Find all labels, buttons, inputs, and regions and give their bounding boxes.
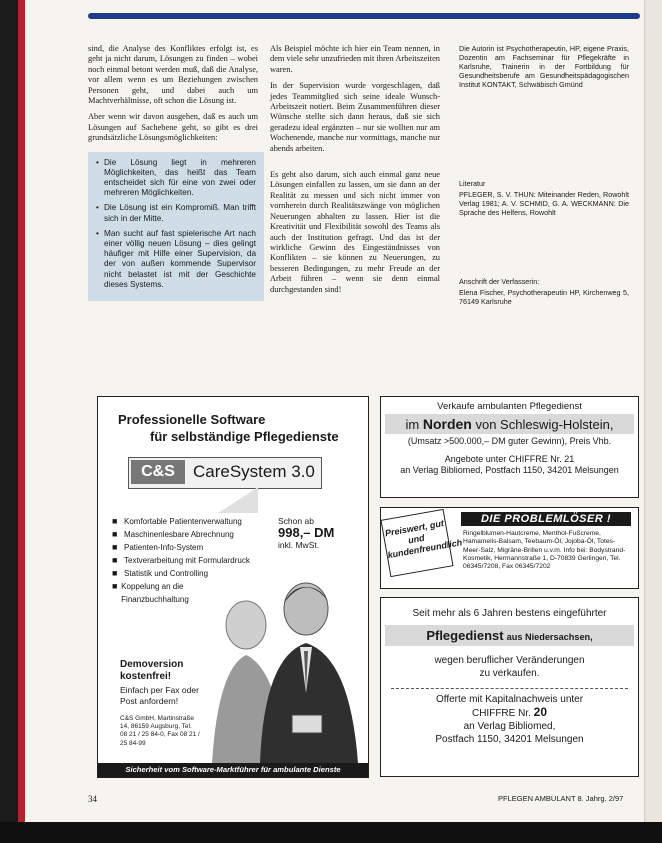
paragraph: Aber wenn wir davon ausgehen, daß es auch um Lösungen auf Sachebene geht, so gibt es drei grundsätzliche Lösungsmöglichkeiten: [88,112,258,143]
feature-item: ■ Textverarbeitung mit Formulardruck [112,555,250,565]
bullet-icon: ■ [112,529,118,539]
sale-ad-lower-saxony [380,597,639,777]
bullet-icon: ■ [112,555,118,565]
ad-line: Angebote unter CHIFFRE Nr. 21 an Verlag Bibliomed, Postfach 1150, 34201 Melsungen [400,454,619,475]
red-margin-bar [18,0,25,822]
ad-footer-strip: Sicherheit vom Software-Marktführer für ambulante Dienste [98,763,368,777]
ad-highlight-line: Pflegedienst aus Niedersachsen, [385,625,634,646]
feature-item: ■ Maschinenlesbare Abrechnung [112,529,234,539]
problemloeser-ad [380,507,639,589]
author-note: Die Autorin ist Psychotherapeutin, HP, eigene Praxis, Dozentin am Fachseminar für Pflegekräfte in Karlsruhe, Trainerin in der Fortbildung für Gesundheitsberufe am Gesundheitspädagogischen Institut KONTAKT, Schwäbisch Gmünd [459,44,629,89]
price-block [278,515,334,551]
feature-item: ■ Statistik und Controlling [112,568,209,578]
scan-border-bottom [0,822,662,843]
literature-list: PFLEGER, S. V. THUN: Miteinander Reden, Rowohlt Verlag 1981; A. V. SCHMID, G. A. WECKMANN: Die Sprache des Helfens, Rowohlt [459,190,629,217]
demo-offer-text: Einfach per Fax oder Post anfordern! [120,685,199,706]
text-column-1 [88,44,258,301]
caresystem-ad [97,396,369,778]
company-address: C&S GmbH, Martinstraße 14, 86159 Augsburg, Tel. 08 21 / 25 84-0, Fax 08 21 / 25 84-99 [120,715,200,747]
ad-body: Ringelblumen-Hautcreme, Menthol-Fußcreme, Hamamelis-Balsam, Teebaum-Öl, Jojoba-Öl, Totes-Meer-Salz, Migräne-Brillen u.v.m. Info bei: Bodystrand-Kosmetik, Hermannstraße 1, D-70839 Gerlingen, Tel. 06345/7208, Fax 06345/7202 [463,530,626,571]
ad-line: wegen beruflicher Veränderungen zu verkaufen. [434,655,585,679]
literature-heading: Literatur [459,179,486,188]
dashed-divider [391,688,628,689]
bullet-icon: ■ [112,581,118,591]
bullet-item: • Die Lösung liegt in mehreren Möglichkeiten, das heißt das Team entscheidet sich für eine von zwei oder mehreren Möglichkeiten. [96,157,256,198]
sidebar-notes [459,44,629,312]
sale-ad-north [380,396,639,498]
paragraph: In der Supervision wurde vorgeschlagen, daß jedes Teammitglied sich seine ideale Wunsch-Arbeitszeit notiert. Beim Zusammenführen dieser Wünsche stellte sich dann heraus, daß sie sich geradezu ideal ergänzten – nur sie wollten nur am Wochenende, manche nur vormittags, manche nur abends arbeiten. [270,81,440,153]
bullet-icon: ■ [112,568,118,578]
feature-item: ■ Patienten-Info-System [112,542,204,552]
ad-line: Verkaufe ambulanten Pflegedienst [437,401,582,412]
product-name: CareSystem 3.0 [193,462,315,481]
address-heading: Anschrift der Verfasserin: [459,277,540,286]
paragraph: Als Beispiel möchte ich hier ein Team nennen, in dem viele sehr unzufrieden mit ihren Arbeitszeiten waren. [270,44,440,74]
photo-illustration [208,573,358,763]
author-address: Elena Fischer, Psychotherapeutin HP, Kirchenweg 5, 76149 Karlsruhe [459,288,629,306]
paragraph: sind, die Analyse des Konfliktes erfolgt ist, es geht ja nicht darum, Lösungen zu finden – wobei noch einmal betont werden muß, daß die Analyse, vor allem wenn es um Beziehungen zwischen Personen geht, und dabei auch um Machtverhältnisse, oft schon die Lösung ist. [88,44,258,106]
page-number: 34 [88,794,97,804]
ad-highlight-line: im Norden von Schleswig-Holstein, [385,414,634,434]
feature-item: ■ Koppelung an die Finanzbuchhaltung [112,581,189,604]
blue-header-rule [88,13,640,19]
cs-logo-mark: C&S [131,460,185,484]
feature-item: ■ Komfortable Patientenverwaltung [112,516,242,526]
scan-border-left [0,0,18,843]
bullet-item: • Die Lösung ist ein Kompromiß. Man trifft sich in der Mitte. [96,203,256,223]
ad-contact: Offerte mit Kapitalnachweis unter CHIFFRE Nr. 20 an Verlag Bibliomed, Postfach 1150, 34201 Melsungen [435,694,584,745]
caresystem-logo [128,457,322,489]
bullet-icon: ■ [112,516,118,526]
solutions-bullet-box [88,152,264,301]
bullet-icon: ■ [112,542,118,552]
price-value: 998,– DM [278,525,335,540]
bullet-icon: • [96,228,99,238]
ad-line: Seit mehr als 6 Jahren bestens eingeführter [412,608,607,619]
bullet-item: • Man sucht auf fast spielerische Art nach einer völlig neuen Lösung – dies gelingt häufiger mit Hilfe einer Supervision, da der von außen kommende Supervisor nicht belastet ist mit der Geschichte dieses Systems. [96,228,256,289]
people-photo [208,573,358,763]
price-from: Schon ab [278,516,314,526]
bullet-icon: • [96,157,99,167]
paragraph: Es geht also darum, sich auch einmal ganz neue Lösungen einfallen zu lassen, um sie dann an der Realität zu messen und sich nicht immer von vornherein durch Realitätszwänge von möglichen Neuerungen abhalten zu lassen. Hier ist die Kreativität und Flexibilität sowohl des Teams als auch der Institution gefragt. Und das ist der wirkliche Gewinn des Eingeständnisses von Konflikten – sie können zu Neuerungen, zu besseren Bedingungen, zu mehr Freude an der Arbeit führen – wenn sie denn einmal durchgestanden sind! [270,170,440,294]
bullet-icon: • [96,203,99,213]
price-note: inkl. MwSt. [278,540,320,550]
ad-line: (Umsatz >500.000,– DM guter Gewinn), Preis Vhb. [407,436,612,446]
ad-headline: Professionelle Software [118,412,266,427]
demo-offer-title: Demoversion kostenfrei! [120,659,184,682]
stamp-badge: Preiswert, gut und kundenfreundlich [380,509,453,577]
ad-subheadline: für selbständige Pflegedienste [150,429,339,444]
journal-footer: PFLEGEN AMBULANT 8. Jahrg. 2/97 [498,794,624,803]
ad-title-bar: DIE PROBLEMLÖSER ! [461,512,631,526]
logo-pointer-shape [218,487,258,513]
text-column-2 [270,44,440,301]
